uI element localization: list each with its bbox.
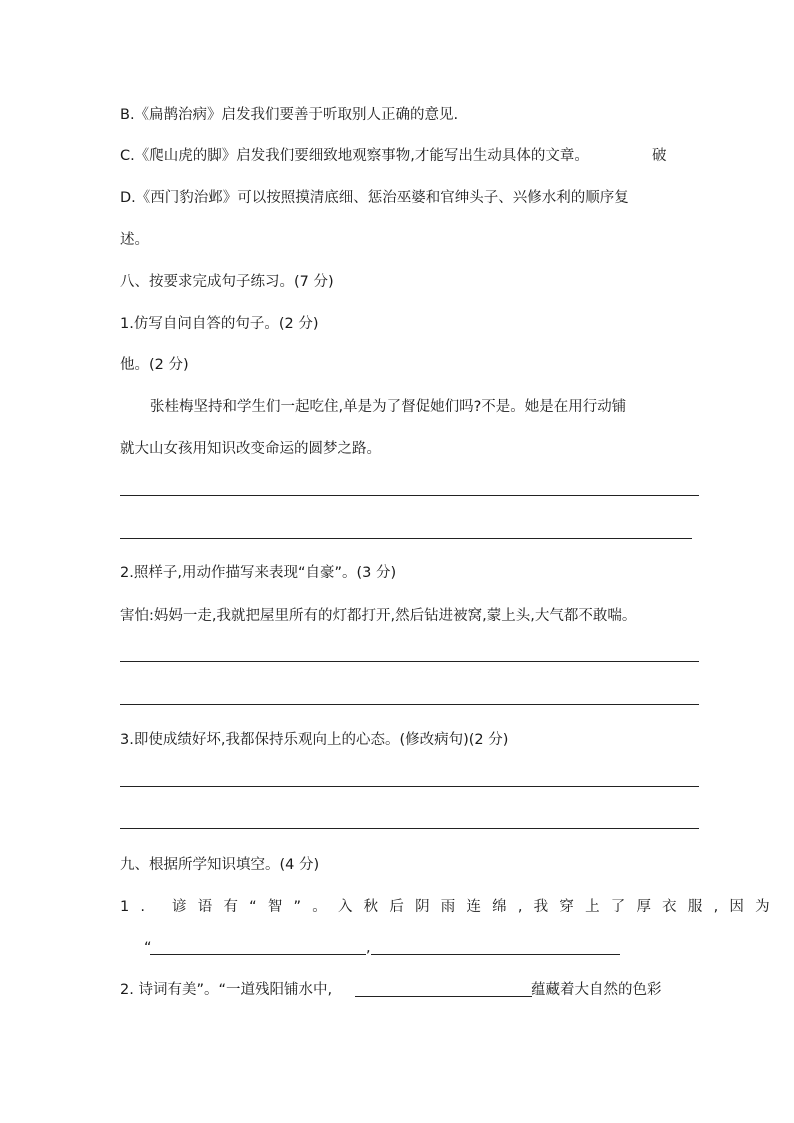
section9-q1-comma: , bbox=[366, 940, 371, 956]
fill-blank-poem[interactable] bbox=[355, 996, 532, 997]
answer-line-q1-b[interactable] bbox=[120, 538, 692, 539]
fill-blank-proverb-1[interactable] bbox=[150, 954, 366, 955]
section9-q2-prefix: 2. 诗词有美”。“一道残阳铺水中, bbox=[120, 982, 333, 998]
fill-blank-proverb-2[interactable] bbox=[371, 954, 620, 955]
passage-line1: 张桂梅坚持和学生们一起吃住,单是为了督促她们吗?不是。她是在用行动铺 bbox=[150, 399, 627, 415]
section8-q2: 2.照样子,用动作描写来表现“自豪”。(3 分) bbox=[120, 565, 397, 581]
section9-heading: 九、根据所学知识填空。(4 分) bbox=[120, 857, 320, 873]
option-d-line2: 述。 bbox=[120, 232, 149, 248]
section9-q1-open-quote: “ bbox=[144, 940, 152, 956]
answer-line-q3-a[interactable] bbox=[120, 786, 699, 787]
section9-q1-line1: 1. 谚语有“智”。入秋后阴雨连绵,我穿上了厚衣服,因为 bbox=[120, 899, 781, 915]
section8-q2-example: 害怕:妈妈一走,我就把屋里所有的灯都打开,然后钻进被窝,蒙上头,大气都不敢喘。 bbox=[120, 608, 637, 624]
option-c-tail: 破 bbox=[652, 148, 667, 164]
section8-q3: 3.即使成绩好坏,我都保持乐观向上的心态。(修改病句)(2 分) bbox=[120, 732, 509, 748]
answer-line-q3-b[interactable] bbox=[120, 828, 699, 829]
answer-line-q2-a[interactable] bbox=[120, 661, 699, 662]
passage-line2: 就大山女孩用知识改变命运的圆梦之路。 bbox=[120, 441, 381, 457]
section9-q2-suffix: 蕴藏着大自然的色彩 bbox=[531, 982, 662, 998]
answer-line-q1-a[interactable] bbox=[120, 495, 699, 496]
option-b: B.《扁鹊治病》启发我们要善于听取别人正确的意见. bbox=[120, 107, 459, 123]
option-c: C.《爬山虎的脚》启发我们要细致地观察事物,才能写出生动具体的文章。 bbox=[120, 148, 589, 164]
section8-heading: 八、按要求完成句子练习。(7 分) bbox=[120, 274, 334, 290]
section8-q1: 1.仿写自问自答的句子。(2 分) bbox=[120, 316, 319, 332]
option-d-line1: D.《西门豹治邺》可以按照摸清底细、惩治巫婆和官绅头子、兴修水利的顺序复 bbox=[120, 190, 629, 206]
answer-line-q2-b[interactable] bbox=[120, 704, 699, 705]
section8-q1-note: 他。(2 分) bbox=[120, 357, 189, 373]
